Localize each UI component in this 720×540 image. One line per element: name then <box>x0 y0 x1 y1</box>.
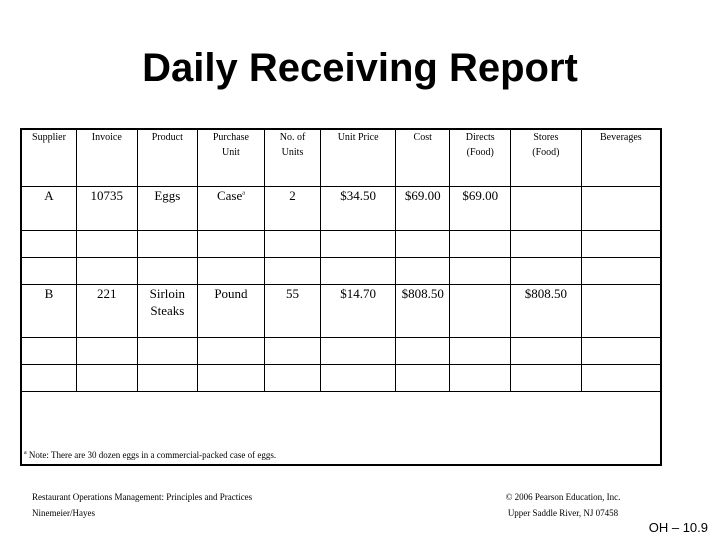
cell-directs <box>450 284 511 337</box>
footnote-text: Note: There are 30 dozen eggs in a commercial-packed case of eggs. <box>26 450 277 460</box>
cell-beverages <box>581 186 660 230</box>
header-row <box>22 130 660 186</box>
table-row-empty <box>22 337 660 364</box>
report-title: Daily Receiving Report <box>142 46 578 90</box>
footnote-mark: a <box>24 450 27 456</box>
footer-authors: Ninemeier/Hayes <box>32 508 95 518</box>
empty-cell <box>450 230 511 257</box>
empty-cell <box>22 230 77 257</box>
header-beverages: Beverages <box>581 130 660 186</box>
empty-cell <box>511 257 582 284</box>
footer-address: Upper Saddle River, NJ 07458 <box>507 508 619 518</box>
empty-cell <box>77 337 138 364</box>
cell-beverages <box>581 284 660 337</box>
empty-cell <box>264 257 321 284</box>
empty-cell <box>137 364 198 391</box>
empty-cell <box>511 337 582 364</box>
empty-cell <box>581 364 660 391</box>
empty-cell <box>395 230 450 257</box>
empty-cell <box>22 257 77 284</box>
cell-supplier: B <box>22 284 77 337</box>
empty-cell <box>264 230 321 257</box>
header-unit-price: Unit Price <box>321 130 396 186</box>
empty-cell <box>450 337 511 364</box>
empty-cell <box>22 364 77 391</box>
empty-cell <box>77 230 138 257</box>
footnote-mark: a <box>242 190 245 197</box>
empty-cell <box>264 337 321 364</box>
empty-cell <box>198 257 265 284</box>
receiving-report-form <box>20 128 662 466</box>
cell-purchase-unit: Pound <box>198 284 265 337</box>
cell-purchase-unit: Case$^a$ <box>198 186 265 230</box>
header-directs-food: Directs (Food) <box>450 130 511 186</box>
cell-stores: $808.50 <box>511 284 582 337</box>
empty-cell <box>321 337 396 364</box>
cell-directs: $69.00 <box>450 186 511 230</box>
empty-cell <box>450 257 511 284</box>
empty-cell <box>395 337 450 364</box>
table-row-empty <box>22 230 660 257</box>
empty-cell <box>22 337 77 364</box>
header-no-of-units: No. of Units <box>264 130 321 186</box>
empty-cell <box>581 257 660 284</box>
cell-unit-price: $14.70 <box>321 284 396 337</box>
empty-cell <box>198 230 265 257</box>
empty-cell <box>137 230 198 257</box>
header-product: Product <box>137 130 198 186</box>
empty-cell <box>511 364 582 391</box>
empty-cell <box>77 364 138 391</box>
empty-cell <box>137 337 198 364</box>
header-supplier: Supplier <box>22 130 77 186</box>
table-row-empty <box>22 364 660 391</box>
empty-cell <box>198 337 265 364</box>
empty-cell <box>395 364 450 391</box>
empty-cell <box>321 364 396 391</box>
cell-product: Sirloin Steaks <box>137 284 198 337</box>
slide-number: OH – 10.9 <box>648 520 708 535</box>
table-row-supplier-a <box>22 186 660 230</box>
table-footnote <box>24 449 654 461</box>
footer-publisher <box>458 489 668 521</box>
header-purchase-unit: Purchase Unit <box>198 130 265 186</box>
empty-cell <box>581 230 660 257</box>
table-row-empty <box>22 257 660 284</box>
cell-units: 55 <box>264 284 321 337</box>
empty-cell <box>321 257 396 284</box>
empty-cell <box>77 257 138 284</box>
cell-supplier: A <box>22 186 77 230</box>
empty-cell <box>198 364 265 391</box>
footer-book-title: Restaurant Operations Management: Principles and Practices <box>32 492 253 502</box>
header-cost: Cost <box>395 130 450 186</box>
empty-cell <box>137 257 198 284</box>
footer-copyright: © 2006 Pearson Education, Inc. <box>505 492 621 502</box>
receiving-table <box>22 130 660 392</box>
cell-product: Eggs <box>137 186 198 230</box>
cell-unit-price: $34.50 <box>321 186 396 230</box>
cell-units: 2 <box>264 186 321 230</box>
empty-cell <box>581 337 660 364</box>
empty-cell <box>395 257 450 284</box>
cell-invoice: 221 <box>77 284 138 337</box>
footer-book-credit <box>32 489 252 521</box>
table-row-supplier-b <box>22 284 660 337</box>
header-stores-food: Stores (Food) <box>511 130 582 186</box>
empty-cell <box>321 230 396 257</box>
cell-cost: $808.50 <box>395 284 450 337</box>
header-invoice: Invoice <box>77 130 138 186</box>
empty-cell <box>264 364 321 391</box>
cell-invoice: 10735 <box>77 186 138 230</box>
cell-stores <box>511 186 582 230</box>
cell-cost: $69.00 <box>395 186 450 230</box>
empty-cell <box>450 364 511 391</box>
empty-cell <box>511 230 582 257</box>
